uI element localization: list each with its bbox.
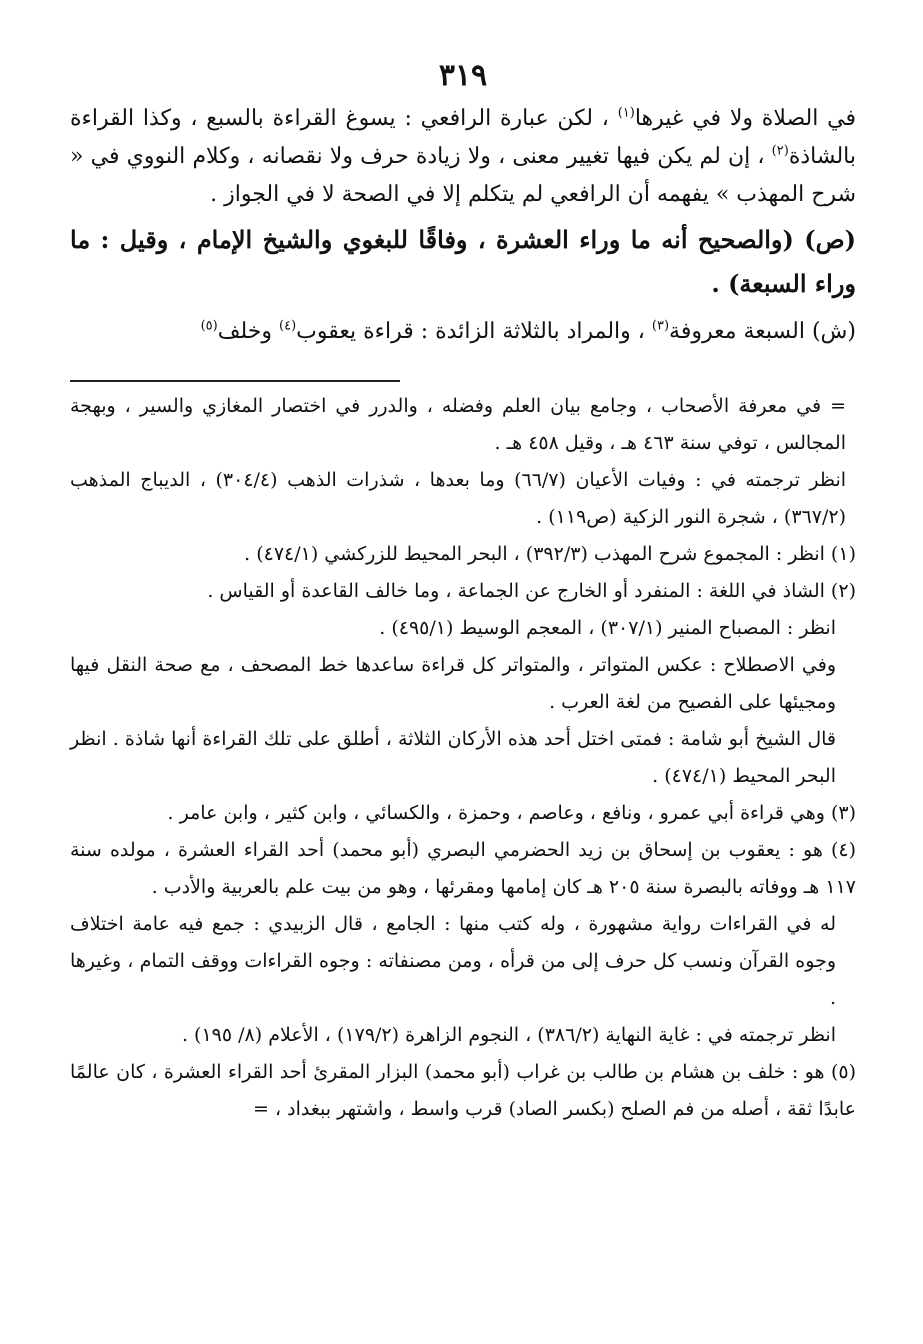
main-paragraph-1	[70, 100, 856, 214]
footnote-line: (٣) وهي قراءة أبي عمرو ، ونافع ، وعاصم ، وحمزة ، والكسائي ، وابن كثير ، وابن عامر .	[167, 802, 856, 824]
footnote-line: انظر ترجمته في : غاية النهاية (٣٨٦/٢) ، النجوم الزاهرة (١٧٩/٢) ، الأعلام (٨/ ١٩٥) .	[181, 1024, 836, 1046]
footnotes	[70, 388, 856, 1128]
footnote-line: قال الشيخ أبو شامة : فمتى اختل أحد هذه الأركان الثلاثة ، أطلق على تلك القراءة أنها شاذة . انظر البحر المحيط (٤٧٤/١) .	[70, 728, 836, 787]
footnote-line: انظر ترجمته في : وفيات الأعيان (٦٦/٧) وما بعدها ، شذرات الذهب (٣٠٤/٤) ، الديباج المذهب (٣٦٧/٢) ، شجرة النور الزكية (ص١١٩) .	[70, 469, 847, 528]
footnote-ref-1[interactable]: (١)	[617, 105, 635, 121]
footnote-line: له في القراءات رواية مشهورة ، وله كتب منها : الجامع ، قال الزبيدي : جمع فيه عامة اختلاف وجوه القرآن ونسب كل حرف إلى من قرأه ، ومن مصنفاته : وجوه القراءات ووقف التمام ، وغيرها .	[70, 913, 836, 1009]
main-text: (ش) السبعة معروفة	[669, 319, 856, 344]
matn-paragraph: (ص) (والصحيح أنه ما وراء العشرة ، وفاقًا للبغوي والشيخ الإمام ، وقيل : ما وراء السبعة) .	[70, 225, 856, 298]
footnote-ref-2[interactable]: (٢)	[771, 143, 789, 159]
footnote-ref-5[interactable]: (٥)	[200, 318, 218, 334]
main-text: ، إن لم يكن فيها تغيير معنى ، ولا زيادة حرف ولا نقصانه ، وكلام النووي في « شرح المهذب » يفهمه أن الرافعي لم يتكلم إلا في الصحة لا في الجواز .	[70, 144, 856, 207]
main-text: ، والمراد بالثلاثة الزائدة : قراءة يعقوب	[296, 319, 645, 344]
footnote-line: = في معرفة الأصحاب ، وجامع بيان العلم وفضله ، والدرر في اختصار المغازي والسير ، وبهجة المجالس ، توفي سنة ٤٦٣ هـ ، وقيل ٤٥٨ هـ .	[70, 395, 846, 454]
page-number: ٣١٩	[438, 58, 488, 93]
footnote-line: (٥) هو : خلف بن هشام بن طالب بن غراب (أبو محمد) البزار المقرئ أحد القراء العشرة ، كان عالمًا عابدًا ثقة ، أصله من فم الصلح (بكسر الصاد) قرب واسط ، واشتهر ببغداد ، =	[70, 1061, 856, 1120]
footnote-ref-3[interactable]: (٣)	[651, 318, 670, 334]
footnote-separator-wrap	[70, 380, 856, 382]
footnote-line: انظر : المصباح المنير (٣٠٧/١) ، المعجم الوسيط (٤٩٥/١) .	[379, 617, 836, 639]
footnote-line: (١) انظر : المجموع شرح المهذب (٣٩٢/٣) ، البحر المحيط للزركشي (٤٧٤/١) .	[244, 543, 856, 565]
main-text: ، لكن عبارة الرافعي : يسوغ القراءة بالسبع ، وكذا القراءة بالشاذة	[70, 106, 856, 169]
footnote-line: (٤) هو : يعقوب بن إسحاق بن زيد الحضرمي البصري (أبو محمد) أحد القراء العشرة ، مولده سنة ١١٧ هـ ووفاته بالبصرة سنة ٢٠٥ هـ كان إمامها ومقرئها ، وهو من بيت علم بالعربية والأدب .	[70, 839, 856, 898]
main-text: وخلف	[217, 319, 273, 344]
footnote-line: (٢) الشاذ في اللغة : المنفرد أو الخارج عن الجماعة ، وما خالف القاعدة أو القياس .	[207, 580, 856, 602]
footnote-line: وفي الاصطلاح : عكس المتواتر ، والمتواتر كل قراءة ساعدها خط المصحف ، مع صحة النقل فيها ومجيئها على الفصيح من لغة العرب .	[70, 654, 836, 713]
book-page	[70, 56, 856, 1128]
footnote-separator	[70, 380, 400, 382]
commentary-paragraph	[70, 312, 856, 352]
main-text: في الصلاة ولا في غيرها	[634, 106, 856, 131]
footnote-ref-4[interactable]: (٤)	[279, 318, 297, 334]
